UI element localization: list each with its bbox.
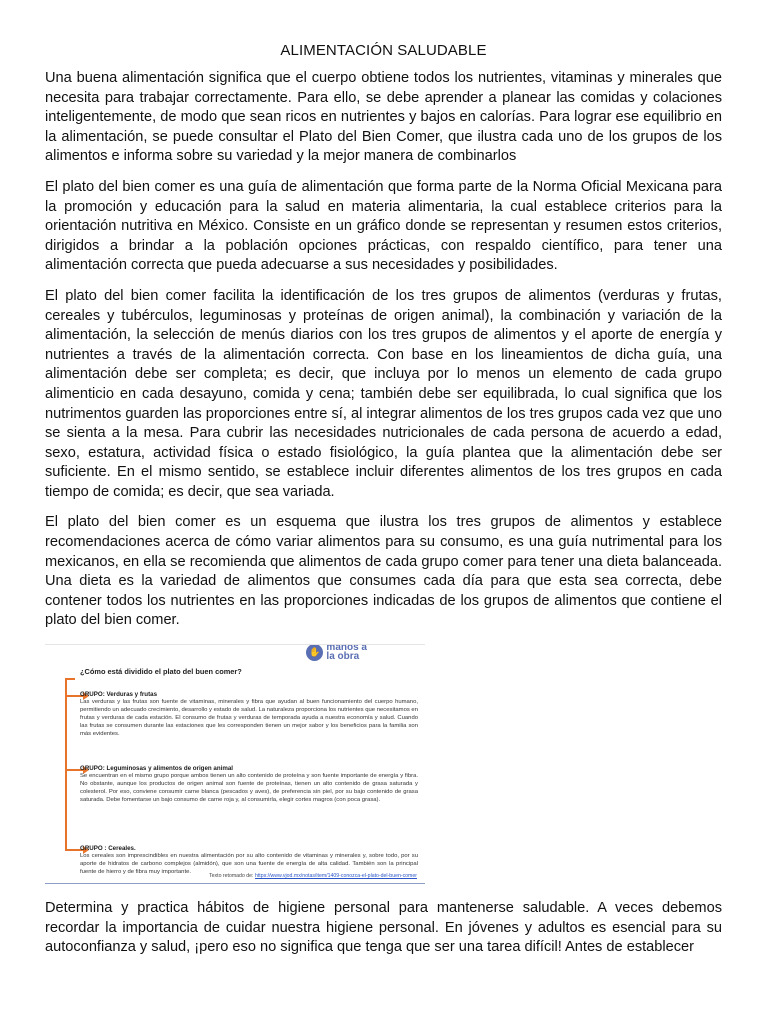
hand-icon: ✋	[306, 644, 323, 661]
paragraph-plato-scheme: El plato del bien comer es un esquema que ilustra los tres grupos de alimentos y establece recomendaciones acerca de cómo variar alimentos para su consumo, es una guía nutrimental para los mexicanos, en ella se recomienda que alimentos de cada grupo comer para tener una dieta balanceada. Una dieta es la variedad de alimentos que consumes cada día para que esta sea correcta, debe contener todos los nutrientes en las proporciones indicadas de los grupos de alimentos que contiene el plato del bien comer.	[45, 514, 722, 629]
figure-heading: ¿Cómo está dividido el plato del buen comer?	[80, 667, 242, 677]
group-title: GRUPO: Verduras y frutas	[80, 691, 158, 699]
figure-source	[209, 873, 417, 879]
orange-rail	[65, 678, 67, 850]
logo-line-2: la obra	[326, 651, 360, 663]
group-title: GRUPO : Cereales.	[80, 845, 136, 853]
manos-a-la-obra-logo	[306, 644, 367, 661]
document-title: ALIMENTACIÓN SALUDABLE	[280, 42, 487, 59]
group-verduras-frutas	[80, 691, 418, 739]
group-body: Las verduras y las frutas son fuente de vitaminas, minerales y fibra que ayudan al buen funcionamiento del cuerpo humano, permitiendo un adecuado crecimiento, desarrollo y estado de salud. La naturaleza proporciona los nutrientes que necesitamos en frutas y verduras de cada estación. El consumo de frutas y verduras de temporada ayuda a nuestra economía y salud. Cuando las frutas se consumen durante las estaciones que les corresponden tienen un mejor sabor y los beneficios para la familia son más evidentes.	[80, 699, 418, 737]
group-leguminosas	[80, 765, 418, 805]
paragraph-plato-definition: El plato del bien comer es una guía de alimentación que forma parte de la Norma Oficial Mexicana para la promoción y educación para la salud en materia alimentaria, la cual establece criterios para la orientación nutritiva en México. Consiste en un gráfico donde se representan y resumen estos criterios, dirigidos a brindar a la población opciones prácticas, con respaldo científico, para tener una alimentación correcta que pueda adecuarse a sus necesidades y posibilidades.	[45, 178, 722, 274]
source-link[interactable]: https://www.vjod.mx/notas/item/1409-conozca-el-plato-del-buen-comer	[254, 873, 417, 880]
paragraph-plato-groups: El plato del bien comer facilita la identificación de los tres grupos de alimentos (verduras y frutas, cereales y tubérculos, leguminosas y proteínas de origen animal), la combinación y variación de la alimentación, la selección de menús diarios con los tres grupos de alimentos y el aporte de energía y nutrientes a través de la alimentación correcta. Con base en los lineamientos de dicha guía, una alimentación debe ser completa; es decir, que incluya por lo menos un elemento de cada grupo alimenticio en cada desayuno, comida y cena; también debe ser equilibrada, lo cual significa que los nutrimentos guarden las proporciones entre sí, al integrar alimentos de los tres grupos cada vez que uno se sienta a la mesa. Para cubrir las necesidades nutricionales de cada persona de acuerdo a edad, sexo, estatura, actividad física o estado fisiológico, la guía plantea que la alimentación debe ser suficiente. En el mismo sentido, se establece incluir diferentes alimentos de los tres grupos en cada tiempo de comida; es decir, que sea variada.	[45, 287, 722, 500]
logo-line-1: manos a	[326, 644, 367, 654]
paragraph-intro: Una buena alimentación significa que el cuerpo obtiene todos los nutrientes, vitaminas y minerales que necesita para trabajar correctamente. Para ello, se debe aprender a planear las comidas y colaciones inteligentemente, de modo que sean ricos en nutrientes y bajos en calorías. Para lograr ese equilibrio en la alimentación, se puede consultar el Plato del Bien Comer, que ilustra cada uno de los grupos de los alimentos e informa sobre su variedad y la mejor manera de combinarlos	[45, 70, 722, 165]
paragraph-higiene: Determina y practica hábitos de higiene personal para mantenerse saludable. A veces debemos recordar la importancia de cuidar nuestra higiene personal. En jóvenes y adultos es esencial para su autoconfianza y salud, ¡pero eso no significa que tenga que ser una tarea difícil! Antes de establecer	[45, 900, 722, 956]
source-label: Texto retomado de:	[209, 873, 254, 880]
group-title: GRUPO: Leguminosas y alimentos de origen animal	[80, 765, 234, 773]
group-body: Los cereales son imprescindibles en nuestra alimentación por su alto contenido de vitaminas y minerales y, sobre todo, por su aporte de hidratos de carbono complejos (almidón), que son una fuente de energía de alta calidad. También son la principal fuente de hierro y de fibra muy importante.	[80, 853, 418, 875]
group-cereales	[80, 845, 418, 880]
group-body: Se encuentran en el mismo grupo porque ambos tienen un alto contenido de proteína y son fuente importante de energía y fibra. No obstante, aunque los productos de origen animal son fuente de proteínas, tienen un alto contenido de grasa saturada y colesterol. Por eso, conviene consumir carne blanca (pescados y aves), de preferencia sin piel, por su bajo contenido de grasa saturada. Debe fomentarse un bajo consumo de carne roja y, al consumirla, elegir cortes magros (con poca grasa).	[80, 773, 418, 803]
plato-figure	[45, 644, 425, 884]
